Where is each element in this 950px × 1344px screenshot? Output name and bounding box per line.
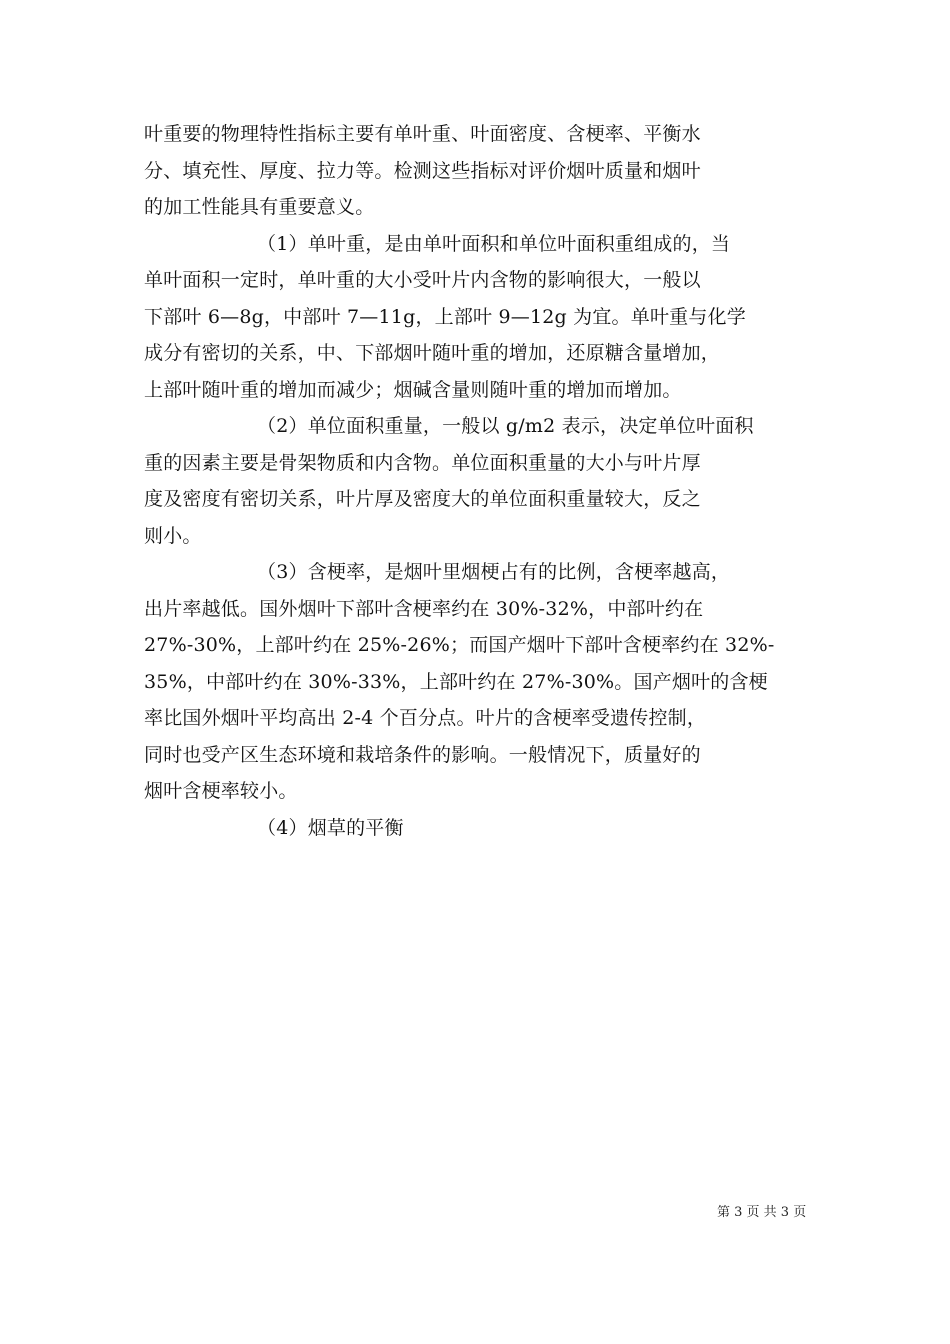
text-line: 35%，中部叶约在 30%-33%，上部叶约在 27%-30%。国产烟叶的含梗 (144, 670, 768, 693)
paragraph-1-start: （1）单叶重，是由单叶面积和单位叶面积重组成的，当 (257, 232, 731, 255)
page-footer: 第 3 页 共 3 页 (717, 1205, 807, 1220)
text-line: 出片率越低。国外烟叶下部叶含梗率约在 30%-32%，中部叶约在 (144, 597, 704, 620)
text-line: 单叶面积一定时，单叶重的大小受叶片内含物的影响很大，一般以 (144, 269, 701, 291)
body-text (144, 116, 808, 846)
text-line: 上部叶随叶重的增加而减少；烟碱含量则随叶重的增加而增加。 (144, 378, 682, 401)
text-line: 27%-30%，上部叶约在 25%-26%；而国产烟叶下部叶含梗率约在 32%- (144, 634, 775, 656)
text-line: 重的因素主要是骨架物质和内含物。单位面积重量的大小与叶片厚 (144, 451, 701, 474)
paragraph-3-start: （3）含梗率，是烟叶里烟梗占有的比例，含梗率越高， (257, 561, 731, 583)
text-line: 度及密度有密切关系，叶片厚及密度大的单位面积重量较大，反之 (144, 488, 701, 510)
text-line: 同时也受产区生态环境和栽培条件的影响。一般情况下，质量好的 (144, 743, 701, 766)
paragraph-2-start: （2）单位面积重量，一般以 g/m2 表示，决定单位叶面积 (257, 415, 754, 437)
text-line: 则小。 (144, 524, 202, 547)
text-line: 率比国外烟叶平均高出 2-4 个百分点。叶片的含梗率受遗传控制， (144, 707, 707, 729)
text-line: 分、填充性、厚度、拉力等。检测这些指标对评价烟叶质量和烟叶 (144, 159, 701, 182)
text-line: 的加工性能具有重要意义。 (144, 196, 375, 218)
paragraph-4-start: （4）烟草的平衡 (257, 816, 404, 839)
text-line: 下部叶 6—8g，中部叶 7—11g，上部叶 9—12g 为宜。单叶重与化学 (144, 305, 746, 328)
text-line: 叶重要的物理特性指标主要有单叶重、叶面密度、含梗率、平衡水 (144, 123, 701, 145)
text-line: 成分有密切的关系，中、下部烟叶随叶重的增加，还原糖含量增加， (144, 342, 721, 364)
text-line: 烟叶含梗率较小。 (144, 780, 298, 802)
